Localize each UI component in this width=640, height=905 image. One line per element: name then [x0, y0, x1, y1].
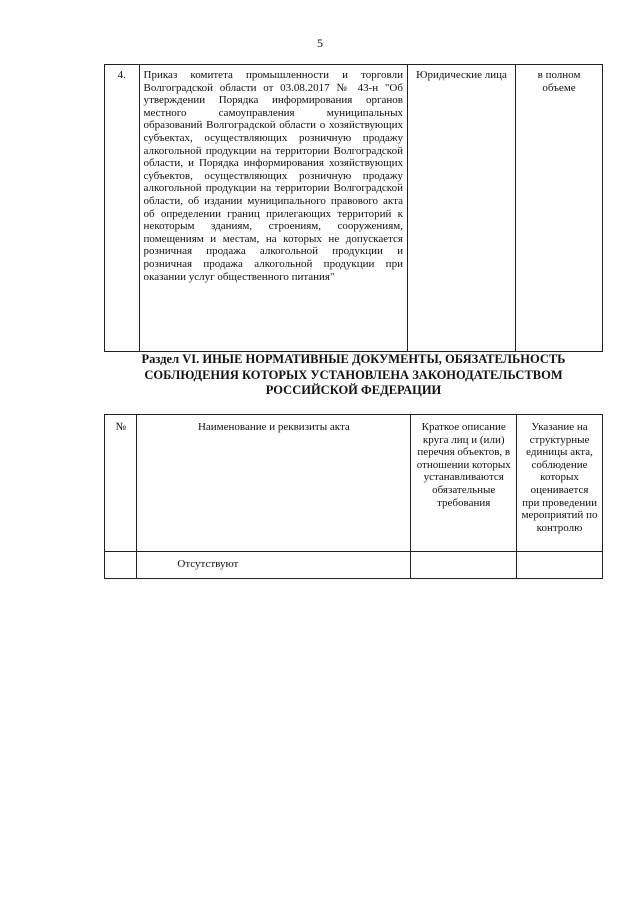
acts-table-continued	[104, 64, 603, 352]
header-indication: Указание на структурные единицы акта, соблюдение которых оценивается при проведении мероприятий по контролю	[517, 415, 603, 552]
scope-cell: в полном объеме	[516, 65, 603, 352]
act-name-cell: Отсутствуют	[137, 552, 411, 579]
row-number: 4.	[105, 65, 140, 352]
subjects-cell: Юридические лица	[407, 65, 515, 352]
row-number	[105, 552, 137, 579]
table-row	[105, 552, 603, 579]
description-cell	[411, 552, 517, 579]
header-number: №	[105, 415, 137, 552]
header-name: Наименование и реквизиты акта	[137, 415, 411, 552]
page-number: 5	[317, 36, 323, 50]
header-description: Краткое описание круга лиц и (или) перечня объектов, в отношении которых устанавливаются обязательные требования	[411, 415, 517, 552]
table-row	[105, 65, 603, 352]
section-title: Раздел VI. ИНЫЕ НОРМАТИВНЫЕ ДОКУМЕНТЫ, ОБЯЗАТЕЛЬНОСТЬ СОБЛЮДЕНИЯ КОТОРЫХ УСТАНОВЛЕНА ЗАКОНОДАТЕЛЬСТВОМ РОССИЙСКОЙ ФЕДЕРАЦИИ	[141, 352, 566, 397]
other-acts-table	[104, 414, 603, 579]
indication-cell	[517, 552, 603, 579]
act-name-cell: Приказ комитета промышленности и торговли Волгоградской области от 03.08.2017 № 43-н "Об утверждении Порядка информирования органов местного самоуправления муниципальных образований Волгоградской области о хозяйствующих субъектах, осуществляющих розничную продажу алкогольной продукции на территории Волгоградской области, и Порядка информирования хозяйствующих субъектов, осуществляющих розничную продажу алкогольной продукции на территории Волгоградской области, об издании муниципального правового акта об определении границ прилегающих территорий к некоторым зданиям, строениям, сооружениям, помещениям и местам, на которых не допускается розничная продажа алкогольной продукции и розничная продажа алкогольной продукции при оказании услуг общественного питания"	[139, 65, 407, 352]
table-header-row	[105, 415, 603, 552]
